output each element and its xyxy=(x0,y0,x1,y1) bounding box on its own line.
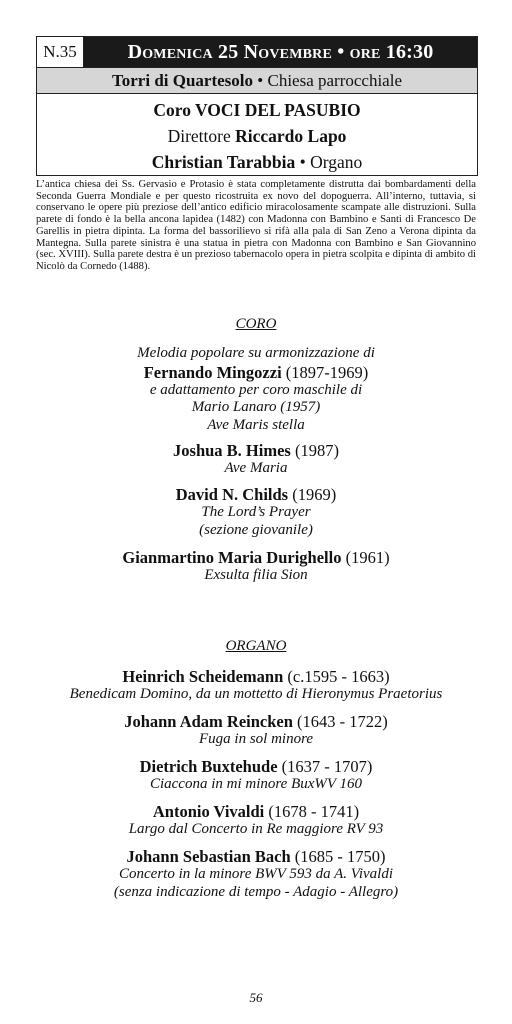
coro-item-note: Exsulta filia Sion xyxy=(204,567,308,583)
organo-item-2 xyxy=(0,712,512,749)
coro-item-note: Ave Maris stella xyxy=(207,416,305,433)
coro-item-note: e adattamento per coro maschile di xyxy=(149,381,363,398)
composer-years: (1897-1969) xyxy=(281,362,369,382)
coro-item-note: (sezione giovanile) xyxy=(199,521,313,538)
director-name: Riccardo Lapo xyxy=(235,126,347,146)
composer-name: Gianmartino Maria Durighello xyxy=(122,548,342,567)
composer-name: Dietrich Buxtehude xyxy=(139,757,278,776)
composer-years: (1637 - 1707) xyxy=(277,757,373,776)
coro-item-intro: Melodia popolare su armonizzazione di xyxy=(137,345,375,361)
director-prefix: Direttore xyxy=(167,126,236,146)
place-town: Torri di Quartesolo xyxy=(111,71,254,90)
coro-item-3 xyxy=(0,485,512,539)
coro-item-composer-line xyxy=(0,485,512,504)
organo-item-composer-line xyxy=(0,802,512,821)
composer-name: Johann Sebastian Bach xyxy=(126,847,291,866)
coro-item-note: Ave Maria xyxy=(224,460,288,476)
composer-years: (1969) xyxy=(288,485,337,504)
place-venue: Chiesa parrocchiale xyxy=(267,71,402,90)
organo-item-composer-line xyxy=(0,757,512,776)
concert-place xyxy=(37,67,477,94)
composer-name: Joshua B. Himes xyxy=(173,441,291,460)
coro-item-note: The Lord’s Prayer xyxy=(201,504,311,520)
concert-date: Domenica 25 Novembre • ore 16:30 xyxy=(127,41,434,63)
organo-section-title: ORGANO xyxy=(225,638,287,654)
director-line xyxy=(37,123,477,149)
choir-name: VOCI DEL PASUBIO xyxy=(195,100,361,120)
composer-name: David N. Childs xyxy=(175,485,289,504)
organo-item-note: (senza indicazione di tempo - Adagio - Allegro) xyxy=(113,883,399,900)
organo-item-4 xyxy=(0,802,512,839)
composer-years: (1643 - 1722) xyxy=(292,712,388,731)
choir-line xyxy=(37,97,477,123)
composer-years: (1685 - 1750) xyxy=(290,847,386,866)
organo-item-note: Fuga in sol minore xyxy=(198,731,314,747)
coro-section-title: CORO xyxy=(235,316,277,332)
coro-item-4 xyxy=(0,548,512,585)
organo-item-1 xyxy=(0,667,512,704)
place-separator: • xyxy=(253,71,268,90)
choir-prefix: Coro xyxy=(153,100,196,120)
organo-item-note: Largo dal Concerto in Re maggiore RV 93 xyxy=(128,821,384,837)
coro-item-composer-line xyxy=(0,441,512,460)
church-description: L’antica chiesa dei Ss. Gervasio e Protasio è stata completamente distrutta dai bombardamenti della Seconda Guerra Mondiale e per questo ricostruita ex novo del dopoguerra. All’interno, tuttavia, si conservano le opere più preziose dell’antico edificio miracolosamente scampate alle distruzioni. Sulla parete di fondo è la bella ancona lapidea (1482) con Madonna con Bambino e Santi di Francesco De Garellis in pietra dipinta. La forma del bassorilievo si rifà alla pala di San Zeno a Verona dipinta da Mantegna. Sulla parete sinistra è una statua in pietra con Madonna con Bambino e San Giovannino (sec. XVIII). Sulla parete destra è un prezioso tabernacolo opera in pietra scolpita e dipinta di ambito di Nicolò da Cornedo (1488). xyxy=(36,179,476,272)
organist-line xyxy=(37,149,477,175)
composer-years: (1678 - 1741) xyxy=(264,802,360,821)
header-top-row xyxy=(37,37,477,67)
composer-years: (1961) xyxy=(341,548,390,567)
composer-years: (1987) xyxy=(290,441,339,460)
organo-item-3 xyxy=(0,757,512,794)
concert-header xyxy=(36,36,478,176)
composer-years: (c.1595 - 1663) xyxy=(283,667,390,686)
coro-item-2 xyxy=(0,441,512,478)
organist-role: • Organo xyxy=(295,152,363,172)
concert-number: N.35 xyxy=(37,37,84,67)
organo-item-5 xyxy=(0,847,512,901)
organo-item-note: Ciaccona in mi minore BuxWV 160 xyxy=(149,776,363,792)
coro-item-1 xyxy=(0,345,512,434)
coro-item-composer-line xyxy=(0,548,512,567)
organist-name: Christian Tarabbia xyxy=(151,152,296,172)
organo-item-composer-line xyxy=(0,712,512,731)
organo-item-composer-line xyxy=(0,667,512,686)
organo-item-composer-line xyxy=(0,847,512,866)
composer-name: Fernando Mingozzi xyxy=(143,362,282,382)
organo-item-note: Concerto in la minore BWV 593 da A. Vivaldi xyxy=(119,866,393,882)
coro-item-note: Mario Lanaro (1957) xyxy=(191,399,321,415)
composer-name: Antonio Vivaldi xyxy=(152,802,265,821)
coro-item-composer-line xyxy=(0,363,512,382)
composer-name: Heinrich Scheidemann xyxy=(122,667,284,686)
page-number: 56 xyxy=(249,990,263,1005)
composer-name: Johann Adam Reincken xyxy=(124,712,293,731)
organo-item-note: Benedicam Domino, da un mottetto di Hieronymus Praetorius xyxy=(69,686,443,702)
